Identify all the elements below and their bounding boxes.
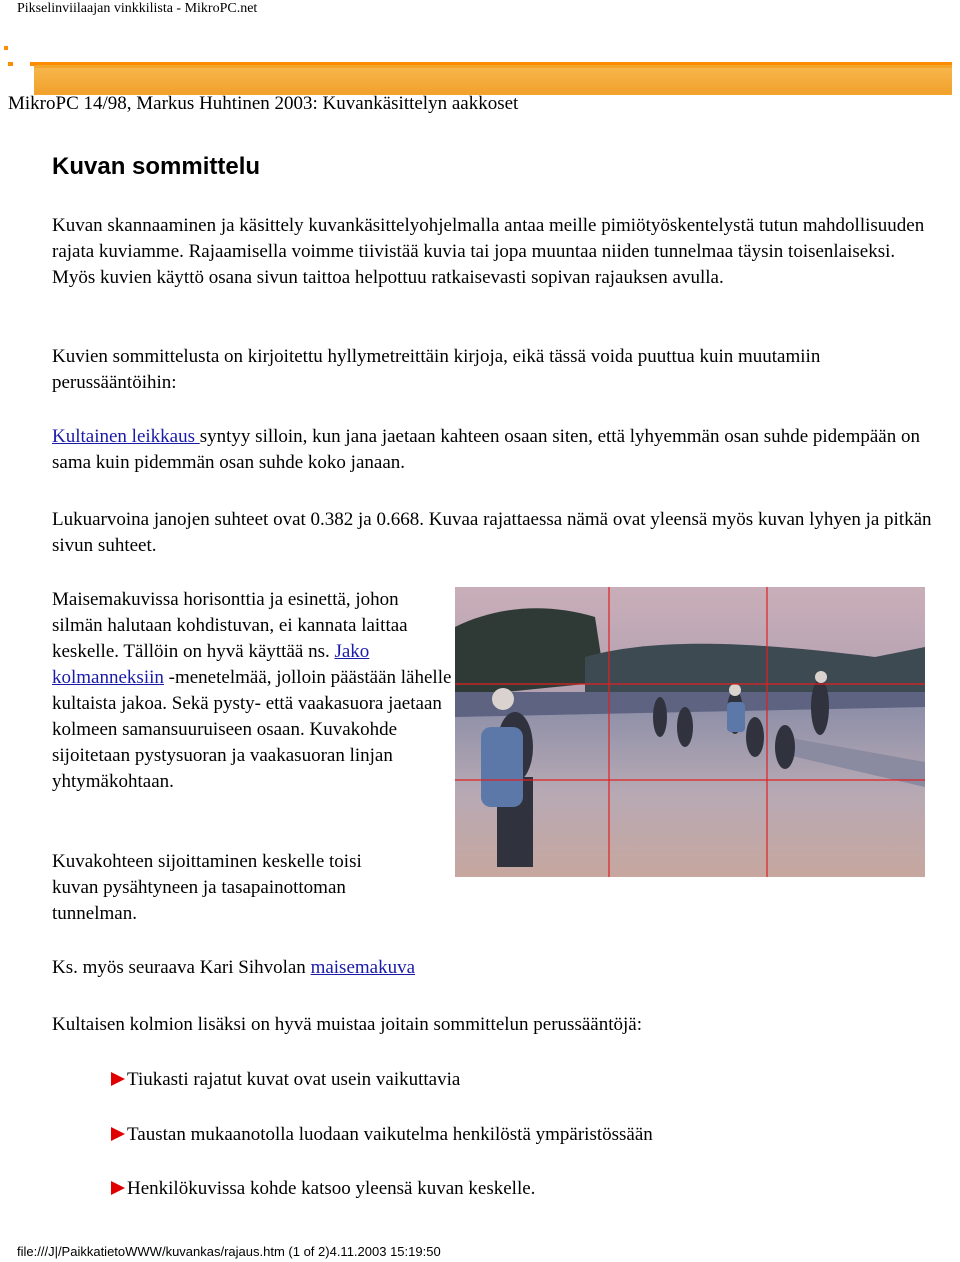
bullet-item	[111, 1067, 460, 1093]
intro-paragraph: Kuvan skannaaminen ja käsittely kuvankäsittelyohjelmalla antaa meille pimiötyöskentelystä tutun mahdollisuuden rajata kuviamme. Rajaamisella voimme tiivistää kuvia tai jopa muuntaa niiden tunnelmaa täysin toisenlaiseksi. Myös kuvien käyttö osana sivun taittoa helpottuu ratkaisevasti sopivan rajauksen avulla.	[52, 215, 925, 288]
photo-illustration	[455, 587, 925, 877]
golden-ratio-link[interactable]: Kultainen leikkaus	[52, 426, 200, 447]
landscape-text-2: -menetelmää, jolloin päästään lähelle kultaista jakoa. Sekä pysty- että vaakasuora jaetaan kolmeen samansuuruiseen osaan. Kuvakohde sijoitetaan pystysuoran ja vaakasuoran linjan yhtymäkohtaan.	[52, 667, 452, 792]
ratio-values-paragraph: Lukuarvoina janojen suhteet ovat 0.382 ja 0.668. Kuvaa rajattaessa nämä ovat yleensä myös kuvan lyhyen ja pitkän sivun suhteet.	[52, 509, 932, 556]
see-also-paragraph	[52, 955, 932, 981]
bullet-text: Henkilökuvissa kohde katsoo yleensä kuvan keskelle.	[127, 1178, 536, 1199]
header-bar	[34, 62, 952, 95]
article-source-line: MikroPC 14/98, Markus Huhtinen 2003: Kuvankäsittelyn aakkoset	[8, 93, 519, 114]
landscape-text-1: Maisemakuvissa horisonttia ja esinettä, johon silmän halutaan kohdistuvan, ei kannata laittaa keskelle. Tällöin on hyvä käyttää ns.	[52, 589, 408, 662]
browser-title: Pikselinviilaajan vinkkilista - MikroPC.net	[17, 1, 258, 16]
rules-intro-paragraph: Kuvien sommittelusta on kirjoitettu hyllymetreittäin kirjoja, eikä tässä voida puuttua kuin muutamiin perussääntöihin:	[52, 346, 821, 393]
golden-ratio-paragraph	[52, 424, 932, 476]
bullet-text: Tiukasti rajatut kuvat ovat usein vaikuttavia	[127, 1069, 461, 1090]
red-arrow-icon	[111, 1181, 125, 1195]
landscape-paragraph	[52, 587, 452, 795]
centering-paragraph: Kuvakohteen sijoittaminen keskelle toisi kuvan pysähtyneen ja tasapainottoman tunnelman.	[52, 851, 362, 924]
bullet-item	[111, 1176, 535, 1202]
bullet-item	[111, 1122, 653, 1148]
header-bar-stub	[8, 62, 26, 92]
bullet-text: Taustan mukaanotolla luodaan vaikutelma henkilöstä ympäristössään	[127, 1124, 653, 1145]
red-arrow-icon	[111, 1127, 125, 1141]
red-arrow-icon	[111, 1072, 125, 1086]
rule-of-thirds-photo	[455, 587, 925, 877]
golden-ratio-text: syntyy silloin, kun jana jaetaan kahteen osaan siten, että lyhyemmän osan suhde pidempään on sama kuin pidemmän osan suhde koko janaan.	[52, 426, 920, 473]
see-also-text: Ks. myös seuraava Kari Sihvolan	[52, 957, 311, 978]
decor-mark	[8, 62, 13, 66]
basic-rules-paragraph: Kultaisen kolmion lisäksi on hyvä muistaa joitain sommittelun perussääntöjä:	[52, 1014, 642, 1035]
print-footer: file:///J|/PaikkatietoWWW/kuvankas/rajaus.htm (1 of 2)4.11.2003 15:19:50	[17, 1244, 441, 1259]
rule-of-thirds-link[interactable]: Jako kolmanneksiin	[52, 641, 370, 688]
landscape-photo-link[interactable]: maisemakuva	[310, 957, 416, 978]
section-title: Kuvan sommittelu	[52, 153, 261, 180]
decor-dot	[4, 46, 8, 50]
